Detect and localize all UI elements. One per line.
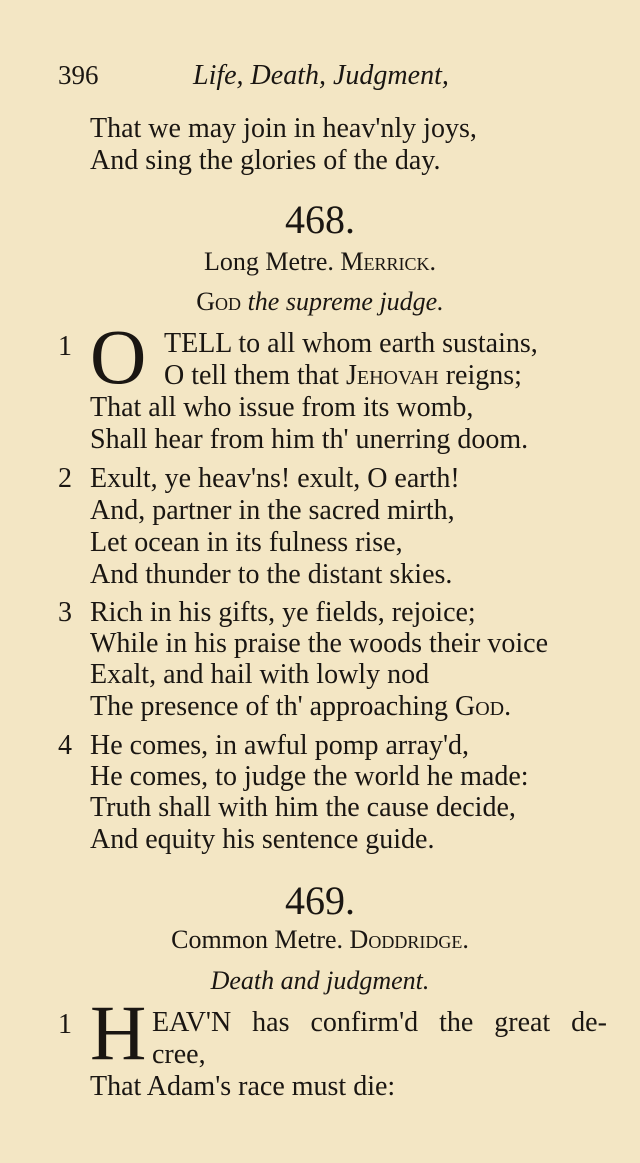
stanza-2-line-3: Let ocean in its fulness rise, xyxy=(90,527,403,558)
stanza-1-line-1 xyxy=(152,1006,607,1040)
stanza-1-line-1 xyxy=(164,327,538,361)
line-rest: to all whom earth sustains, xyxy=(238,328,538,359)
divine-name: God. xyxy=(455,691,512,722)
stanza-1-line-4: Shall hear from him th' unerring doom. xyxy=(90,424,529,455)
page-header xyxy=(58,60,508,96)
line-pre: O tell them that xyxy=(164,360,339,391)
stanza-2-line-1: Exult, ye heav'ns! exult, O earth! xyxy=(90,463,460,494)
continuation-line-2: And sing the glories of the day. xyxy=(90,145,441,176)
running-title: Life, Death, Judgment, xyxy=(193,60,449,91)
stanza-number: 2 xyxy=(58,463,72,494)
stanza-3-line-3: Exalt, and hail with lowly nod xyxy=(90,659,430,690)
drop-cap: H xyxy=(90,989,147,1076)
stanza-1-line-2 xyxy=(164,359,522,393)
subject-god: God xyxy=(196,287,242,316)
stanza-4-line-1: He comes, in awful pomp array'd, xyxy=(90,730,470,761)
word: great xyxy=(494,1007,551,1038)
stanza-3-line-2: While in his praise the woods their voice xyxy=(90,628,548,659)
stanza-2-line-2: And, partner in the sacred mirth, xyxy=(90,495,455,526)
stanza-number: 1 xyxy=(58,331,72,362)
author-name: Doddridge. xyxy=(349,925,469,954)
stanza-1-line-3: That all who issue from its womb, xyxy=(90,392,474,423)
metre-label: Common Metre. xyxy=(171,925,344,954)
line-caps: TELL xyxy=(164,328,232,359)
word: EAV'N xyxy=(152,1007,232,1038)
stanza-1-line-3: That Adam's race must die: xyxy=(90,1071,396,1102)
stanza-2-line-4: And thunder to the distant skies. xyxy=(90,559,453,590)
word: has xyxy=(252,1007,290,1038)
drop-cap: O xyxy=(90,313,147,400)
metre-label: Long Metre. xyxy=(203,247,334,276)
hymn-469-subject: Death and judgment. xyxy=(210,966,430,995)
stanza-number: 1 xyxy=(58,1009,72,1040)
line-pre: The presence of th' approaching xyxy=(90,691,448,722)
word: de- xyxy=(571,1007,607,1038)
stanza-4-line-2: He comes, to judge the world he made: xyxy=(90,761,529,792)
page-number: 396 xyxy=(58,60,99,90)
stanza-4-line-3: Truth shall with him the cause decide, xyxy=(90,792,516,823)
divine-name: Jehovah xyxy=(345,360,439,391)
hymn-number-469: 469. xyxy=(285,878,355,923)
stanza-number: 3 xyxy=(58,597,72,628)
stanza-3-line-1: Rich in his gifts, ye fields, rejoice; xyxy=(90,597,476,628)
stanza-4-line-4: And equity his sentence guide. xyxy=(90,824,435,855)
hymn-469-metre xyxy=(0,925,640,955)
stanza-1-line-2: cree, xyxy=(152,1039,206,1070)
author-name: Merrick. xyxy=(340,247,437,276)
continuation-line-1: That we may join in heav'nly joys, xyxy=(90,113,477,144)
stanza-number: 4 xyxy=(58,730,72,761)
word: the xyxy=(439,1007,474,1038)
word: confirm'd xyxy=(310,1007,419,1038)
subject-rest: the supreme judge. xyxy=(247,287,444,316)
hymn-number-468: 468. xyxy=(285,197,355,242)
line-post: reigns; xyxy=(445,360,522,391)
hymn-468-metre xyxy=(0,247,640,277)
stanza-3-line-4 xyxy=(90,690,511,724)
